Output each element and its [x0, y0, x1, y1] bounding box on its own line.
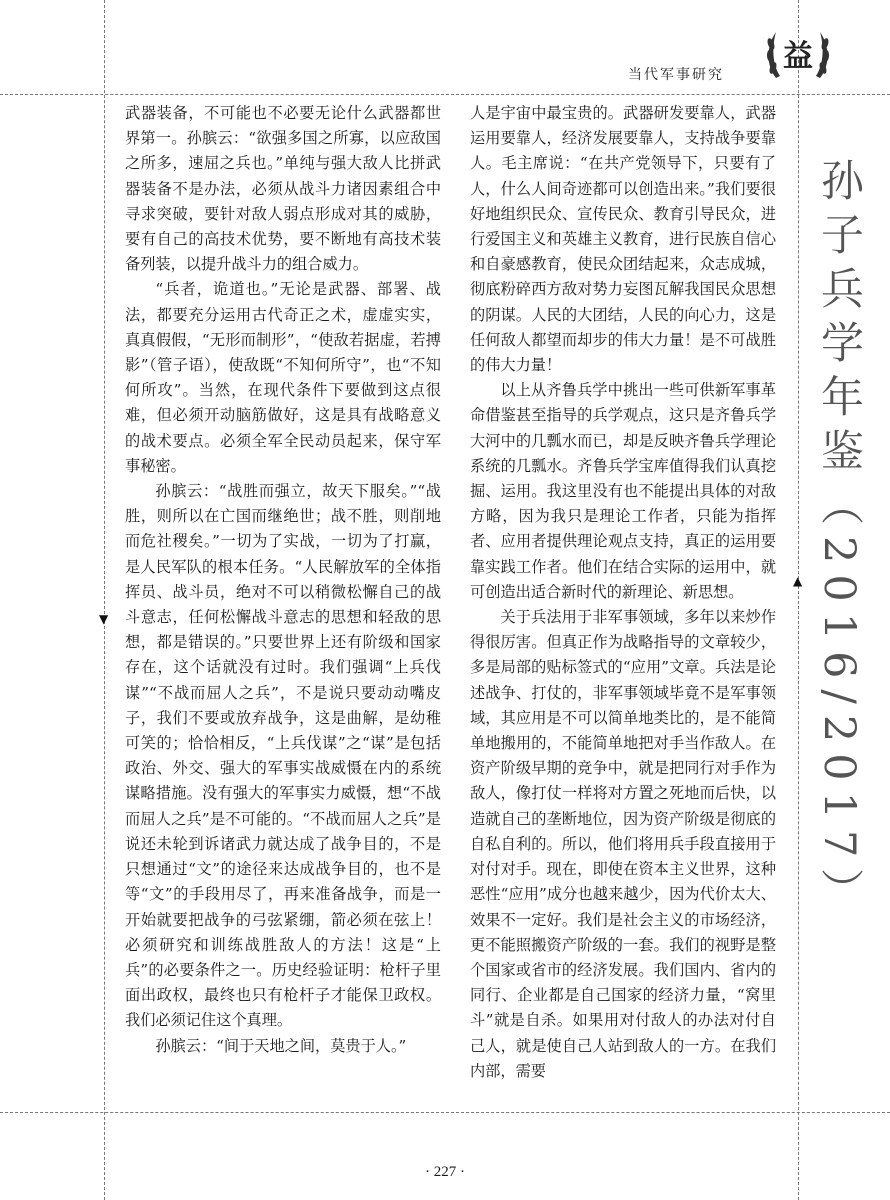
right-guide-line	[798, 0, 799, 1200]
journal-header: 当代军事研究	[628, 67, 724, 83]
bottom-guide-line	[0, 1112, 890, 1113]
paragraph: 关于兵法用于非军事领域，多年以来炒作得很厉害。但真正作为战略指导的文章较少，多是局部的贴标签式的“应用”文章。兵法是论述战争、打仗的，非军事领域毕竟不是军事领域，其应用是不可以简单地类比的，是不能简单地搬用的，不能简单地把对手当作敌人。在资产阶级早期的竞争中，就是把同行对手作为敌人，像打仗一样将对方置之死地而后快，以造就自己的垄断地位，因为资产阶级是彻底的自私自利的。所以，他们将用兵手段直接用于对付对手。现在，即使在资本主义世界，这种恶性“应用”成分也越来越少，因为代价太大、效果不一定好。我们是社会主义的市场经济，更不能照搬资产阶级的一套。我们的视野是整个国家或省市的经济发展。我们国内、省内的同行、企业都是自己国家的经济力量，“窝里斗”就是自杀。如果用对付敌人的办法对付自己人，就是使自己人站到敌人的一方。在我们内部，需要	[470, 608, 776, 1080]
right-text-column	[470, 101, 776, 1084]
paragraph: 以上从齐鲁兵学中挑出一些可供新军事革命借鉴甚至指导的兵学观点，这只是齐鲁兵学大河中的几瓢水而已，却是反映齐鲁兵学理论系统的几瓢水。齐鲁兵学宝库值得我们认真挖掘、运用。我这里没有也不能提出具体的对敌方略，因为我只是理论工作者，只能为指挥者、应用者提供理论观点支持，真正的运用要靠实践工作者。他们在结合实际的运用中，就可创造出适合新时代的新理论、新思想。	[470, 381, 776, 601]
paragraph: 孙膑云：“战胜而强立，故天下服矣。”“战胜，则所以在亡国而继绝世；战不胜，则削地而危社稷矣。”一切为了实战，一切为了打赢，是人民军队的根本任务。“人民解放军的全体指挥员、战斗员，绝对不可以稍微松懈自己的战斗意志，任何松懈战斗意志的思想和轻敌的思想，都是错误的。”只要世界上还有阶级和国家存在，这个话就没有过时。我们强调“上兵伐谋”“不战而屈人之兵”，不是说只要动动嘴皮子，我们不要或放弃战争，这是曲解，是幼稚可笑的；恰恰相反，“上兵伐谋”之“谋”是包括政治、外交、强大的军事实战威慑在内的系统谋略措施。没有强大的军事实力威慑，想“不战而屈人之兵”是不可能的。“不战而屈人之兵”是说还未轮到诉诸武力就达成了战争目的，不是只想通过“文”的途径来达成战争目的，也不是等“文”的手段用尽了，再来准备战争，而是一开始就要把战争的弓弦紧绷，箭必须在弦上！必须研究和训练战胜敌人的方法！这是“上兵”的必要条件之一。历史经验证明：枪杆子里面出政权，最终也只有枪杆子才能保卫政权。我们必须记住这个真理。	[125, 482, 441, 1030]
paragraph: 人是宇宙中最宝贵的。武器研发要靠人，武器运用要靠人，经济发展要靠人，支持战争要靠人。毛主席说：“在共产党领导下，只要有了人，什么人间奇迹都可以创造出来。”我们要很好地组织民众、宣传民众、教育引导民众，进行爱国主义和英雄主义教育，进行民族自信心和自豪感教育，使民众团结起来，众志成城，彻底粉碎西方敌对势力妄图瓦解我国民众思想的阴谋。人民的大团结，人民的向心力，这是任何敌人都望而却步的伟大力量！是不可战胜的伟大力量！	[470, 104, 776, 375]
paragraph: 武器装备，不可能也不必要无论什么武器都世界第一。孙膑云：“欲强多国之所寡，以应敌国之所多，速屈之兵也。”单纯与强大敌人比拼武器装备不是办法，必须从战斗力诸因素组合中寻求突破，要针对敌人弱点形成对其的威胁，要有自己的高技术优势，要不断地有高技术装备列装，以提升战斗力的组合威力。	[125, 104, 441, 274]
logo-glyph: 益	[783, 39, 813, 74]
left-text-column	[125, 101, 441, 1059]
laurel-wreath-icon	[762, 22, 834, 86]
side-title: 孙子兵学年鉴（2016/2017）	[814, 158, 864, 923]
left-guide-line	[104, 0, 105, 1200]
right-margin-arrow-icon: ▲	[793, 574, 803, 588]
top-guide-line	[0, 94, 890, 95]
left-margin-arrow-icon: ▼	[99, 612, 109, 626]
page-number: · 227 ·	[425, 1164, 465, 1180]
paragraph: 孙膑云：“间于天地之间，莫贵于人。”	[155, 1036, 407, 1055]
paragraph: “兵者，诡道也。”无论是武器、部署、战法，都要充分运用古代奇正之术，虚虚实实，真真假假，“无形而制形”，“使敌若据虚，若搏影”（管子语），使敌既“不知何所守”，也“不知何所攻”。当然，在现代条件下要做到这点很难，但必须开动脑筋做好，这是具有战略意义的战术要点。必须全军全民动员起来，保守军事秘密。	[125, 280, 441, 475]
